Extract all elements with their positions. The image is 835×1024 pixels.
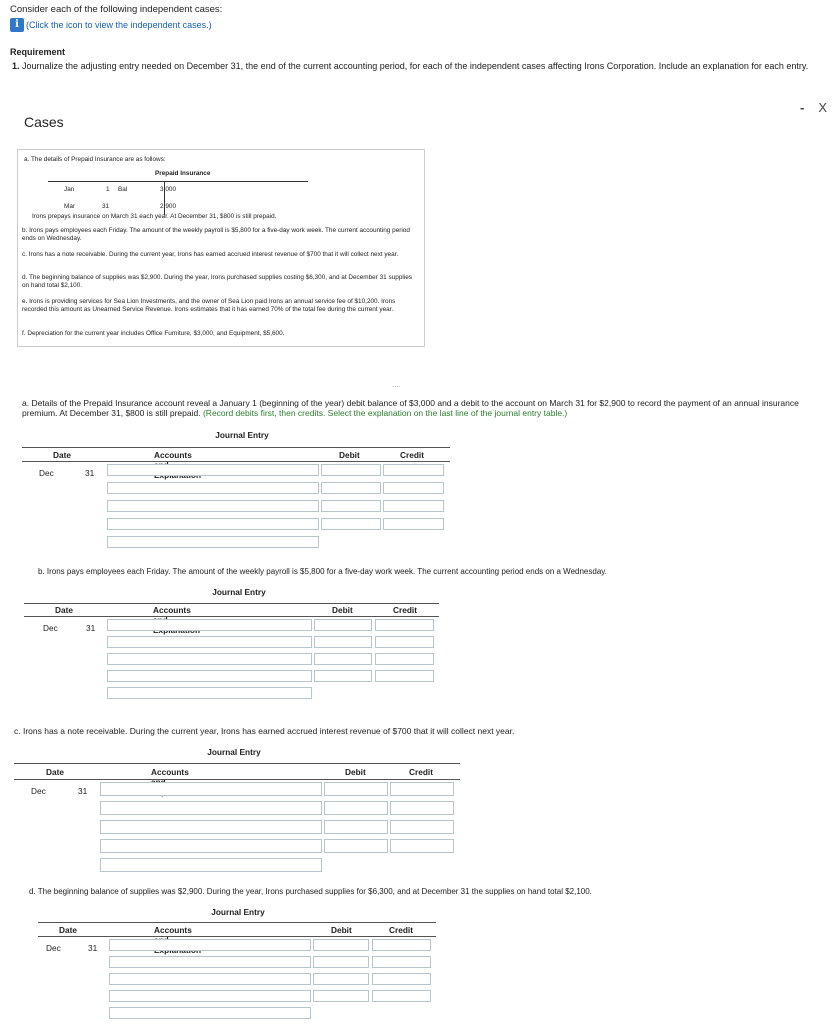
col-credit: Credit (393, 605, 417, 615)
debit-input[interactable] (321, 518, 381, 530)
debit-input[interactable] (321, 500, 381, 512)
header-top-line (38, 922, 436, 923)
date-month: Dec (39, 468, 54, 478)
info-row (10, 18, 212, 32)
account-input[interactable] (107, 482, 319, 494)
debit-input[interactable] (314, 670, 372, 682)
minimize-button[interactable]: - (799, 100, 805, 115)
header-bottom-line (22, 461, 450, 462)
date-day: 31 (86, 623, 96, 633)
case-d: d. The beginning balance of supplies was $2,900. During the year, Irons purchased supplies costing $6,300, and at December 31 supplies on hand total $2,100. (22, 274, 412, 289)
col-debit: Debit (332, 605, 353, 615)
credit-input[interactable] (383, 464, 444, 476)
account-input[interactable] (107, 464, 319, 476)
section-d-text: d. The beginning balance of supplies was $2,900. During the year, Irons purchased supplies for $6,300, and at December 31 the supplies on hand total $2,100. (29, 887, 592, 896)
requirement-number: 1. (12, 61, 20, 71)
t-row1-month: Jan (64, 186, 75, 193)
requirement-text (12, 61, 832, 72)
close-button[interactable]: X (818, 100, 827, 115)
credit-input[interactable] (390, 801, 454, 815)
case-a-intro: a. The details of Prepaid Insurance are as follows: (24, 156, 166, 163)
date-month: Dec (46, 943, 61, 953)
case-c: c. Irons has a note receivable. During the current year, Irons has earned accrued interest revenue of $700 that it will collect next year. (22, 251, 399, 258)
col-debit: Debit (339, 450, 360, 460)
requirement-body: Journalize the adjusting entry needed on December 31, the end of the current accounting period, for each of the independent cases affecting Irons Corporation. Include an explanation for each entry. (22, 61, 809, 71)
account-input[interactable] (100, 801, 322, 815)
case-b: b. Irons pays employees each Friday. The amount of the weekly payroll is $5,800 for a five-day work week. The current accounting period ends on Wednesday. (22, 227, 410, 242)
credit-input[interactable] (375, 619, 434, 631)
t-account-hline (48, 181, 308, 182)
debit-input[interactable] (324, 839, 388, 853)
journal-title: Journal Entry (211, 907, 265, 917)
credit-input[interactable] (372, 956, 431, 968)
date-day: 31 (88, 943, 98, 953)
explanation-input[interactable] (107, 536, 319, 548)
credit-input[interactable] (375, 636, 434, 648)
account-input[interactable] (109, 973, 311, 985)
section-c-text: c. Irons has a note receivable. During the current year, Irons has earned accrued interest revenue of $700 that it will collect next year. (14, 726, 515, 736)
section-a-instruction: (Record debits first, then credits. Select the explanation on the last line of the journal entry table.) (202, 408, 568, 418)
debit-input[interactable] (314, 636, 372, 648)
col-accounts: Accounts (154, 925, 192, 935)
debit-input[interactable] (314, 619, 372, 631)
explanation-input[interactable] (109, 1007, 311, 1019)
section-a-description: a. Details of the Prepaid Insurance account reveal a January 1 (beginning of the year) debit balance of $3,000 and a debit to the account on March 31 for $2,900 to record the payment of an annual insurance premium. At December 31, $800 is still prepaid. (22, 398, 799, 418)
intro-text: Consider each of the following independent cases: (10, 4, 223, 15)
debit-input[interactable] (313, 973, 369, 985)
explanation-input[interactable] (107, 687, 312, 699)
credit-input[interactable] (390, 782, 454, 796)
account-input[interactable] (100, 782, 322, 796)
col-credit: Credit (400, 450, 424, 460)
account-input[interactable] (107, 518, 319, 530)
header-bottom-line (24, 616, 439, 617)
credit-input[interactable] (390, 820, 454, 834)
t-account-title: Prepaid Insurance (155, 170, 211, 177)
t-row1-day: 1 (106, 186, 110, 193)
case-e: e. Irons is providing services for Sea Lion Investments, and the owner of Sea Lion paid Irons an annual service fee of $10,200. Irons recorded this amount as Unearned Service Revenue. Irons estimates that it has earned 70% of the total fee during the current year. (22, 298, 396, 313)
debit-input[interactable] (324, 782, 388, 796)
debit-input[interactable] (313, 939, 369, 951)
info-icon[interactable]: i (10, 18, 24, 32)
credit-input[interactable] (372, 939, 431, 951)
debit-input[interactable] (321, 464, 381, 476)
col-date: Date (59, 925, 77, 935)
col-date: Date (46, 767, 64, 777)
account-input[interactable] (107, 636, 312, 648)
credit-input[interactable] (383, 500, 444, 512)
popup-title: Cases (24, 114, 64, 130)
credit-input[interactable] (375, 653, 434, 665)
col-credit: Credit (389, 925, 413, 935)
date-month: Dec (31, 786, 46, 796)
account-input[interactable] (100, 820, 322, 834)
col-date: Date (55, 605, 73, 615)
debit-input[interactable] (314, 653, 372, 665)
more-dots[interactable]: .... (392, 380, 401, 389)
col-debit: Debit (345, 767, 366, 777)
account-input[interactable] (100, 839, 322, 853)
header-top-line (14, 763, 460, 764)
credit-input[interactable] (375, 670, 434, 682)
t-row1-amount: 3,000 (160, 186, 176, 193)
section-a-text (22, 398, 822, 418)
debit-input[interactable] (313, 956, 369, 968)
requirement-title: Requirement (10, 47, 66, 57)
account-input[interactable] (107, 500, 319, 512)
col-accounts: Accounts (153, 605, 191, 615)
credit-input[interactable] (383, 482, 444, 494)
debit-input[interactable] (313, 990, 369, 1002)
case-f: f. Depreciation for the current year includes Office Furniture, $3,000, and Equipment, $5,600. (22, 330, 285, 337)
date-day: 31 (78, 786, 88, 796)
t-row2-month: Mar (64, 203, 76, 210)
account-input[interactable] (107, 670, 312, 682)
account-input[interactable] (109, 956, 311, 968)
credit-input[interactable] (372, 990, 431, 1002)
col-accounts: Accounts (154, 450, 192, 460)
header-top-line (24, 603, 439, 604)
cases-panel (17, 149, 425, 347)
journal-title: Journal Entry (215, 430, 269, 440)
credit-input[interactable] (383, 518, 444, 530)
debit-input[interactable] (321, 482, 381, 494)
account-input[interactable] (107, 619, 312, 631)
header-top-line (22, 447, 450, 448)
col-credit: Credit (409, 767, 433, 777)
section-b-text: b. Irons pays employees each Friday. The amount of the weekly payroll is $5,800 for a five-day work week. The current accounting period ends on a Wednesday. (38, 567, 607, 576)
explanation-input[interactable] (100, 858, 322, 872)
account-input[interactable] (109, 990, 311, 1002)
t-row1-desc: Bal (118, 186, 128, 193)
col-debit: Debit (331, 925, 352, 935)
account-input[interactable] (109, 939, 311, 951)
journal-title: Journal Entry (207, 747, 261, 757)
col-date: Date (53, 450, 71, 460)
col-accounts: Accounts (151, 767, 189, 777)
header-bottom-line (14, 779, 460, 780)
date-day: 31 (85, 468, 95, 478)
view-cases-link[interactable]: (Click the icon to view the independent cases.) (26, 20, 212, 30)
date-month: Dec (43, 623, 58, 633)
t-row2-amount: 2,900 (160, 203, 176, 210)
header-bottom-line (38, 936, 436, 937)
credit-input[interactable] (390, 839, 454, 853)
account-input[interactable] (107, 653, 312, 665)
credit-input[interactable] (372, 973, 431, 985)
case-a-note: Irons prepays insurance on March 31 each year. At December 31, $800 is still prepaid. (32, 213, 277, 220)
t-row2-day: 31 (102, 203, 110, 210)
popup-controls (800, 100, 827, 115)
debit-input[interactable] (324, 801, 388, 815)
debit-input[interactable] (324, 820, 388, 834)
journal-title: Journal Entry (212, 587, 266, 597)
